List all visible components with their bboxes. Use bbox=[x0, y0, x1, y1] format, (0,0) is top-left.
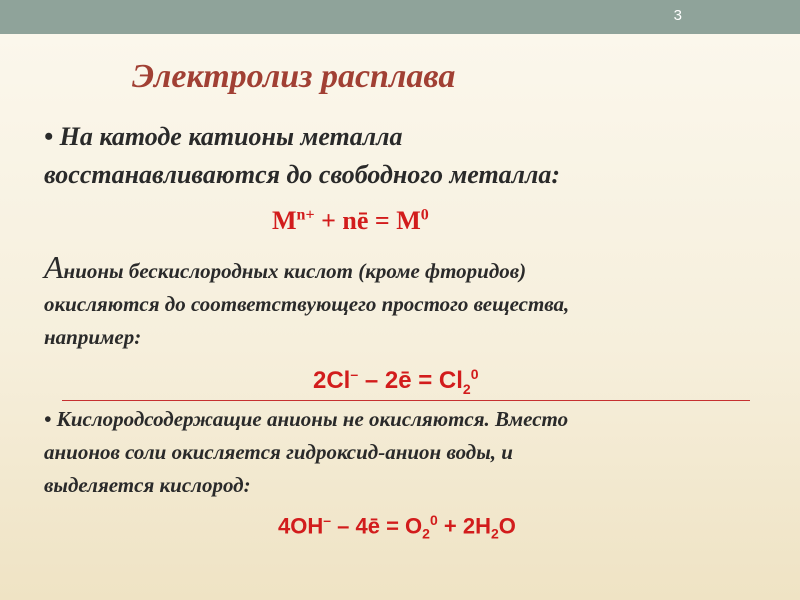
formula-hydroxide bbox=[278, 512, 516, 542]
formula-chloride bbox=[313, 366, 478, 397]
formula-zero: 0 bbox=[420, 206, 429, 224]
oxygen-paragraph bbox=[44, 403, 568, 502]
oxygen-line-3: выделяется кислород: bbox=[44, 473, 251, 497]
slide-content bbox=[0, 34, 800, 600]
formula-result: = M bbox=[368, 206, 421, 235]
formula2-sub: 2 bbox=[462, 380, 471, 397]
divider-line bbox=[62, 400, 750, 401]
cathode-line-1 bbox=[44, 118, 560, 156]
anions-text-1: нионы бескислородных кислот (кроме фторидов) bbox=[63, 259, 527, 283]
formula3-sub2: 2 bbox=[490, 525, 499, 542]
formula-metal: M bbox=[272, 206, 297, 235]
oxygen-line-2: анионов соли окисляется гидроксид-анион воды, и bbox=[44, 440, 513, 464]
anions-line-3: например: bbox=[44, 325, 142, 349]
oxygen-line-1 bbox=[44, 403, 568, 436]
anions-line-2: окисляются до соответствующего простого вещества, bbox=[44, 292, 570, 316]
formula3-minus: – bbox=[323, 512, 332, 528]
anions-initial: А bbox=[44, 249, 64, 285]
slide-title: Электролиз расплава bbox=[132, 58, 456, 95]
oxygen-text-1: Кислородсодержащие анионы не окисляются. Вместо bbox=[56, 407, 569, 431]
formula3-part1: 4OH bbox=[278, 513, 324, 539]
cathode-text-1: На катоде катионы металла bbox=[59, 122, 403, 151]
formula3-part4: O bbox=[498, 513, 516, 539]
formula2-part1: 2Cl bbox=[313, 367, 351, 394]
formula3-part3: + 2H bbox=[437, 513, 491, 539]
formula3-sub1: 2 bbox=[422, 525, 430, 542]
formula-middle: + n bbox=[314, 206, 357, 235]
formula2-minus: – bbox=[350, 366, 359, 382]
formula3-part2: – 4ē = O bbox=[331, 513, 423, 539]
anions-paragraph bbox=[44, 251, 569, 354]
cathode-line-2: восстанавливаются до свободного металла: bbox=[44, 160, 561, 189]
formula2-part2: – 2ē = Cl bbox=[358, 367, 463, 394]
bullet: • bbox=[44, 407, 52, 431]
anions-line-1 bbox=[44, 251, 569, 288]
formula3-sup: 0 bbox=[429, 512, 438, 528]
formula-charge: n+ bbox=[296, 206, 315, 224]
formula-cathode bbox=[272, 206, 429, 236]
slide-number: 3 bbox=[673, 7, 682, 24]
bullet: • bbox=[44, 122, 54, 151]
formula2-sup: 0 bbox=[470, 366, 479, 382]
cathode-paragraph bbox=[44, 118, 560, 194]
formula-electron: ē bbox=[356, 206, 369, 235]
top-bar bbox=[0, 0, 800, 34]
